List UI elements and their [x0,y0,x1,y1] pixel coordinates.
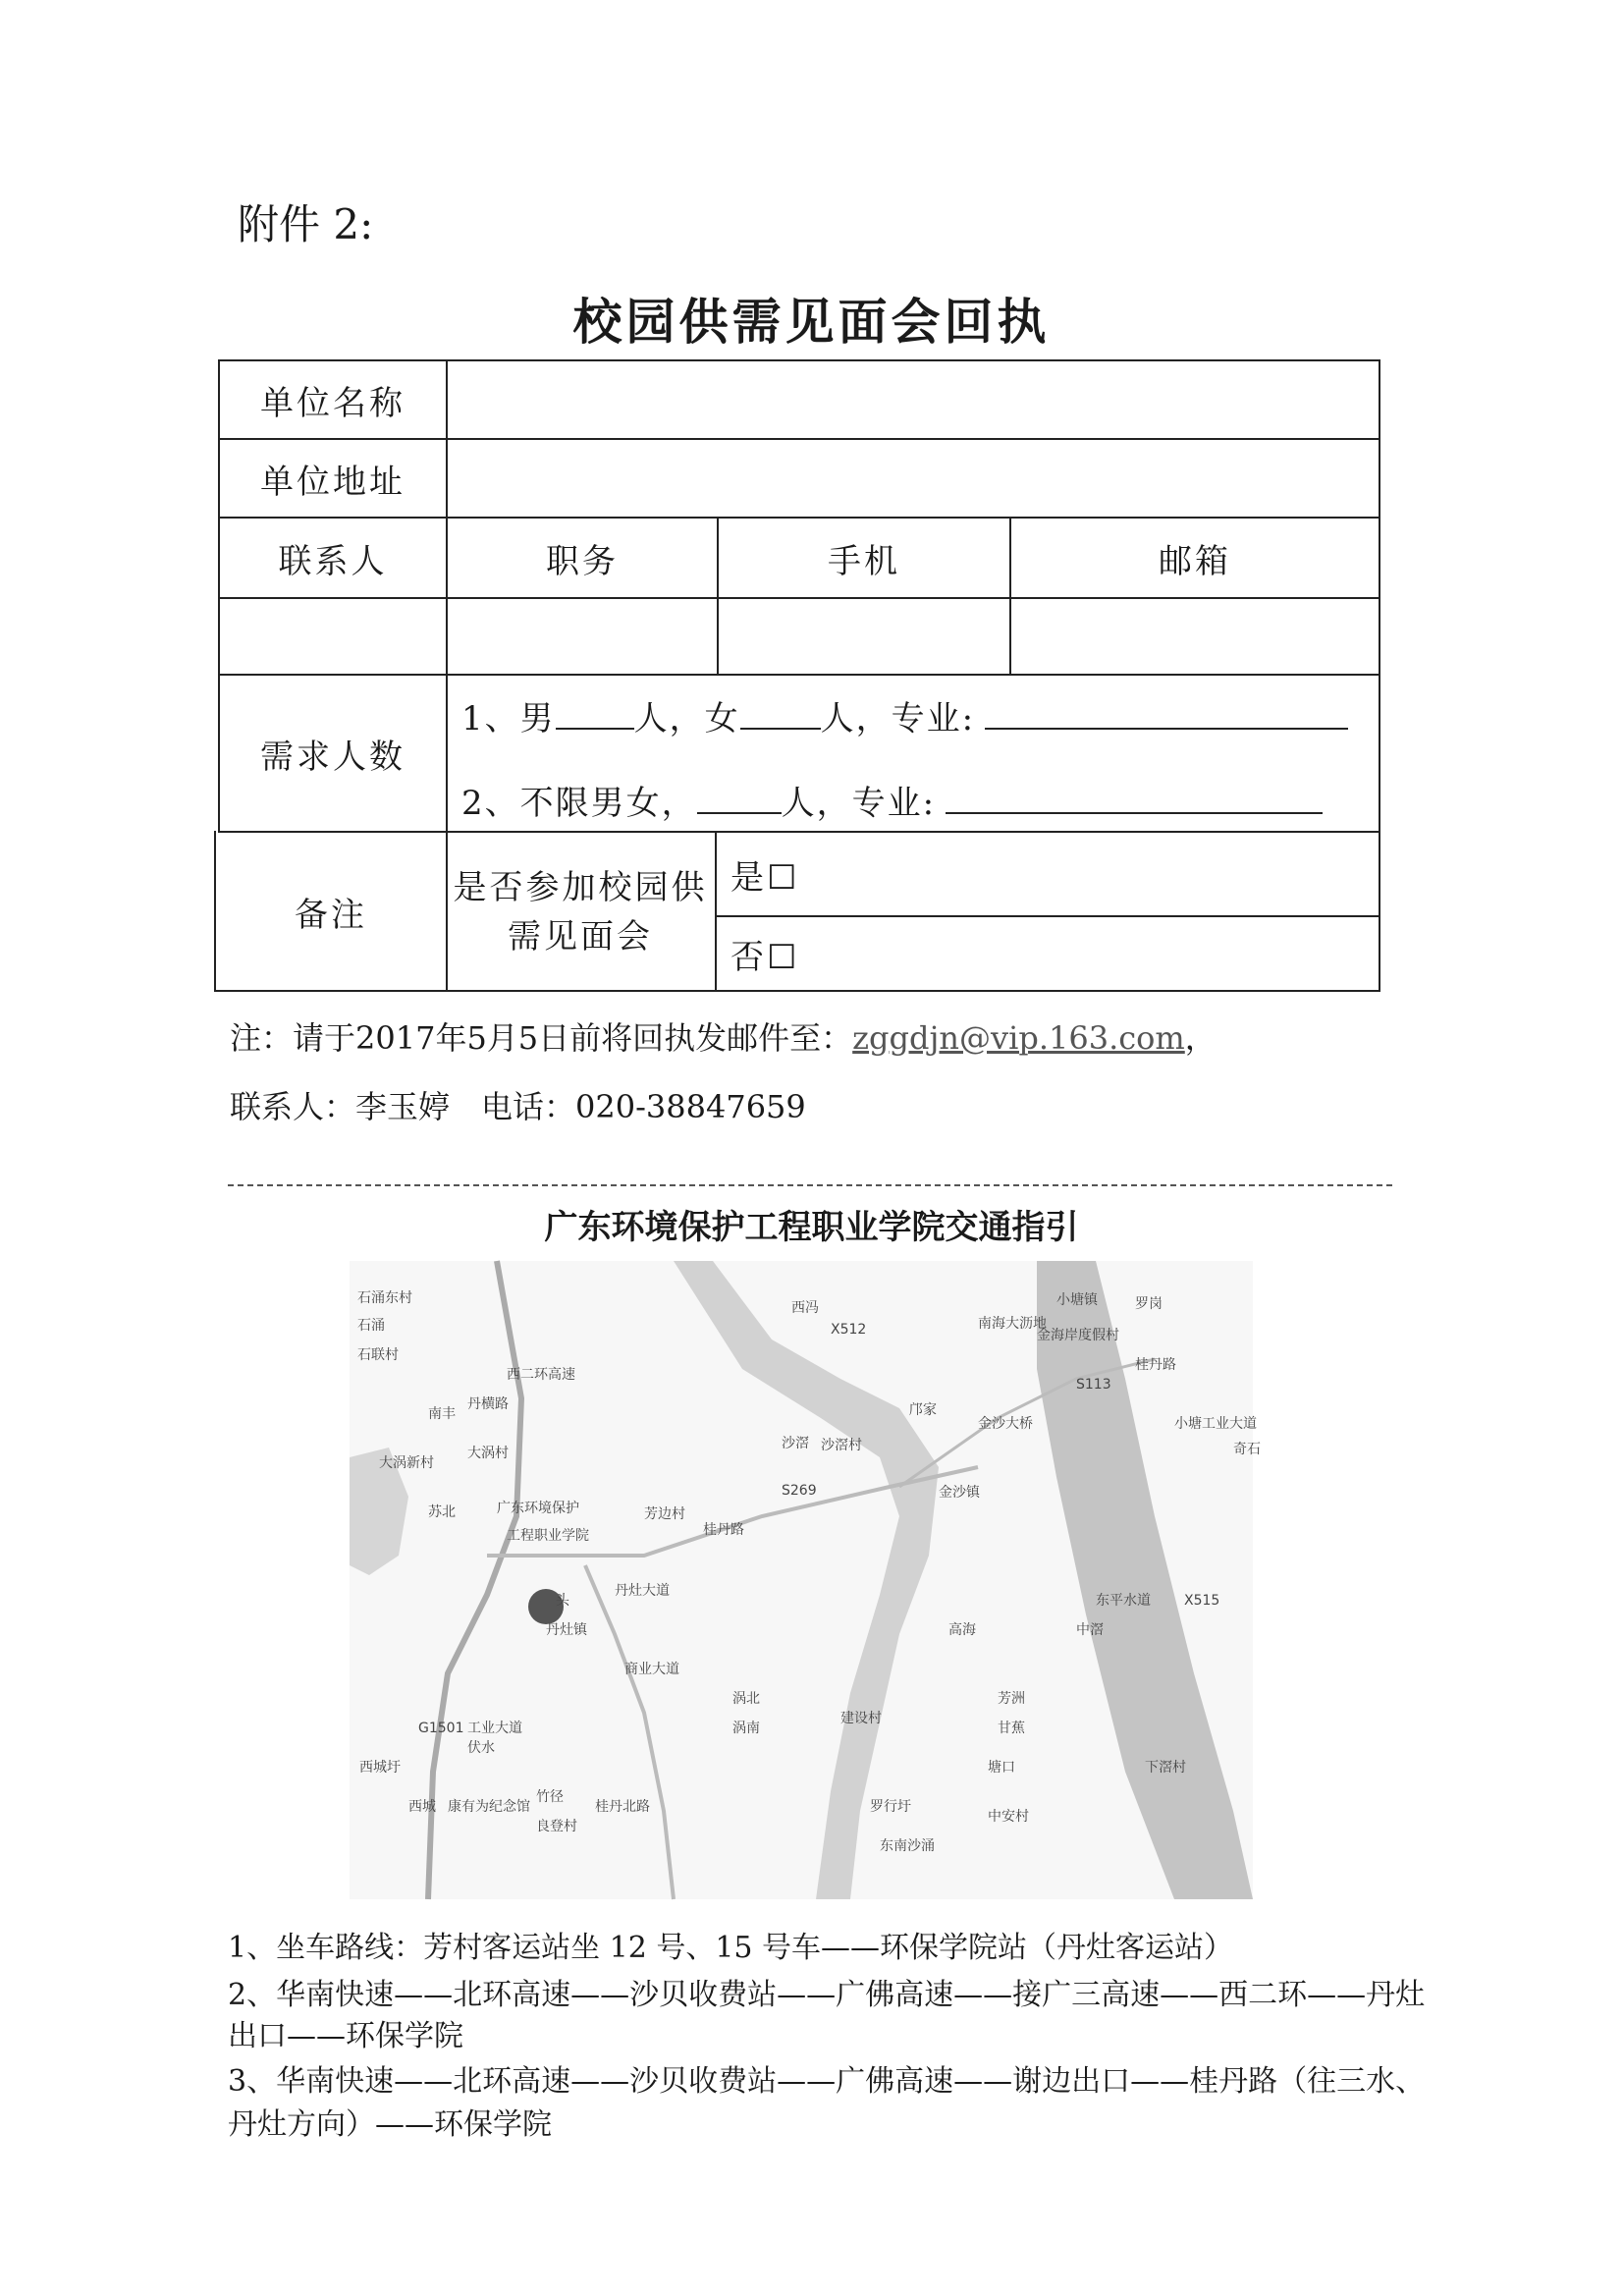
map-label: 小塘镇 [1056,1292,1098,1308]
demand-any-gender-prefix: 2、不限男女， [461,784,697,823]
label-remark: 备注 [295,895,367,935]
route-3-line-1: 3、华南快速——北环高速——沙贝收费站——广佛高速——谢边出口——桂丹路（往三水、 [228,2064,1426,2099]
demand-line-2 [461,776,1323,824]
note-suffix: ， [1184,1019,1217,1057]
map-label: 罗岗 [1135,1296,1163,1312]
demand-major-label-2: 人，专业: [781,784,937,823]
map-label: 西冯 [791,1300,819,1316]
map-label: 奇石 [1233,1442,1261,1457]
map-label: 东南沙涌 [880,1838,935,1854]
map-label: 金沙镇 [939,1485,980,1501]
unit-name-field[interactable] [448,361,1379,438]
label-contact: 联系人 [278,541,388,581]
map-label: X512 [831,1322,867,1338]
map-label: 芳边村 [644,1506,685,1522]
map-label: 下滘村 [1145,1760,1186,1776]
map-label: 石联村 [357,1347,399,1363]
map-label: 良登村 [536,1819,577,1834]
map-label: 涡南 [732,1721,760,1736]
label-mobile: 手机 [828,541,900,581]
note-text: 注：请于2017年5月5日前将回执发邮件至： [230,1019,853,1057]
demand-male-prefix: 1、男 [461,699,556,738]
attend-no-option[interactable]: 否☐ [730,937,800,977]
map-label: 石涌东村 [357,1290,412,1306]
guide-title: 广东环境保护工程职业学院交通指引 [544,1208,1079,1247]
label-unit-address: 单位地址 [260,462,406,502]
map-label: 金沙大桥 [978,1416,1033,1432]
map-label: S269 [782,1483,817,1499]
map-label: 头 [556,1593,569,1609]
email-field[interactable] [1011,599,1379,674]
form-title: 校园供需见面会回执 [572,293,1051,351]
map-label: 罗行圩 [870,1799,911,1815]
route-3-line-2: 丹灶方向）——环保学院 [228,2107,552,2142]
map-label: 中滘 [1076,1622,1104,1638]
map-label: 桂丹路 [1135,1357,1176,1373]
female-count-blank[interactable] [740,698,821,730]
major-blank-2[interactable] [946,783,1323,814]
map-label: G1501 [418,1721,464,1736]
male-count-blank[interactable] [556,698,634,730]
map-label: 竹径 [536,1789,564,1805]
attachment-label: 附件 2: [238,200,374,248]
map-label: 建设村 [840,1711,882,1726]
map-label: 塘口 [988,1760,1015,1776]
map-label: 石涌 [357,1318,385,1334]
map-label: X515 [1184,1593,1220,1609]
demand-female-label: 人，女 [633,699,740,738]
map-label: 丹灶镇 [546,1622,587,1638]
label-email: 邮箱 [1159,541,1231,581]
map-label: 涡北 [732,1691,760,1707]
label-demand: 需求人数 [260,737,406,777]
route-2-line-2: 出口——环保学院 [228,2019,463,2053]
email-link[interactable]: zggdjn@vip.163.com [852,1019,1185,1057]
map-label: 西城圩 [359,1760,401,1776]
map-label: 商业大道 [624,1662,679,1677]
route-2-line-1: 2、华南快速——北环高速——沙贝收费站——广佛高速——接广三高速——西二环——丹灶 [228,1978,1426,2012]
map-label: 工业大道 [467,1721,522,1736]
map-label: 南海大沥地 [978,1316,1047,1332]
any-count-blank[interactable] [697,783,782,814]
map-label: 金海岸度假村 [1037,1328,1119,1343]
unit-address-field[interactable] [448,440,1379,517]
map-label: 西二环高速 [507,1367,575,1383]
demand-major-label-1: 人，专业: [820,699,976,738]
map-label: 邝家 [909,1402,937,1418]
map-label: 沙滘 [782,1436,809,1451]
mobile-field[interactable] [719,599,1009,674]
map-label: 工程职业学院 [507,1528,589,1544]
map-label: 甘蕉 [998,1721,1025,1736]
map-label: 大涡新村 [379,1455,434,1471]
route-1: 1、坐车路线：芳村客运站坐 12 号、15 号车——环保学院站（丹灶客运站） [228,1931,1234,1965]
map-label: 丹灶大道 [615,1583,670,1599]
note-line [230,1013,1217,1059]
map-label: 南丰 [428,1406,456,1422]
map-label: 桂丹北路 [595,1799,650,1815]
attend-question: 是否参加校园供需见面会 [453,868,708,957]
map-label: 大涡村 [467,1446,509,1461]
map-label: 芳洲 [998,1691,1025,1707]
attend-yes-option[interactable]: 是☐ [730,857,800,898]
map-label: 高海 [948,1622,976,1638]
contact-field[interactable] [220,599,446,674]
major-blank-1[interactable] [985,698,1348,730]
map-label: 伏水 [467,1740,495,1756]
map-label: 沙滘村 [821,1438,862,1453]
map-label: 苏北 [428,1504,456,1520]
map-label: 小塘工业大道 [1174,1416,1257,1432]
demand-line-1 [461,691,1348,739]
label-position: 职务 [546,541,619,581]
position-field[interactable] [448,599,717,674]
map-label: 丹横路 [467,1396,509,1412]
map-label: 中安村 [988,1809,1029,1825]
map-label: 西城 [408,1799,436,1815]
location-map [350,1261,1261,1899]
label-unit-name: 单位名称 [260,383,406,423]
map-label: 东平水道 [1096,1593,1151,1609]
map-label: S113 [1076,1377,1111,1393]
map-label: 桂丹路 [703,1522,744,1538]
map-label: 康有为纪念馆 [448,1799,530,1815]
dashed-divider [228,1184,1392,1186]
contact-line: 联系人：李玉婷 电话：020-38847659 [230,1088,806,1125]
map-label: 广东环境保护 [497,1501,579,1516]
